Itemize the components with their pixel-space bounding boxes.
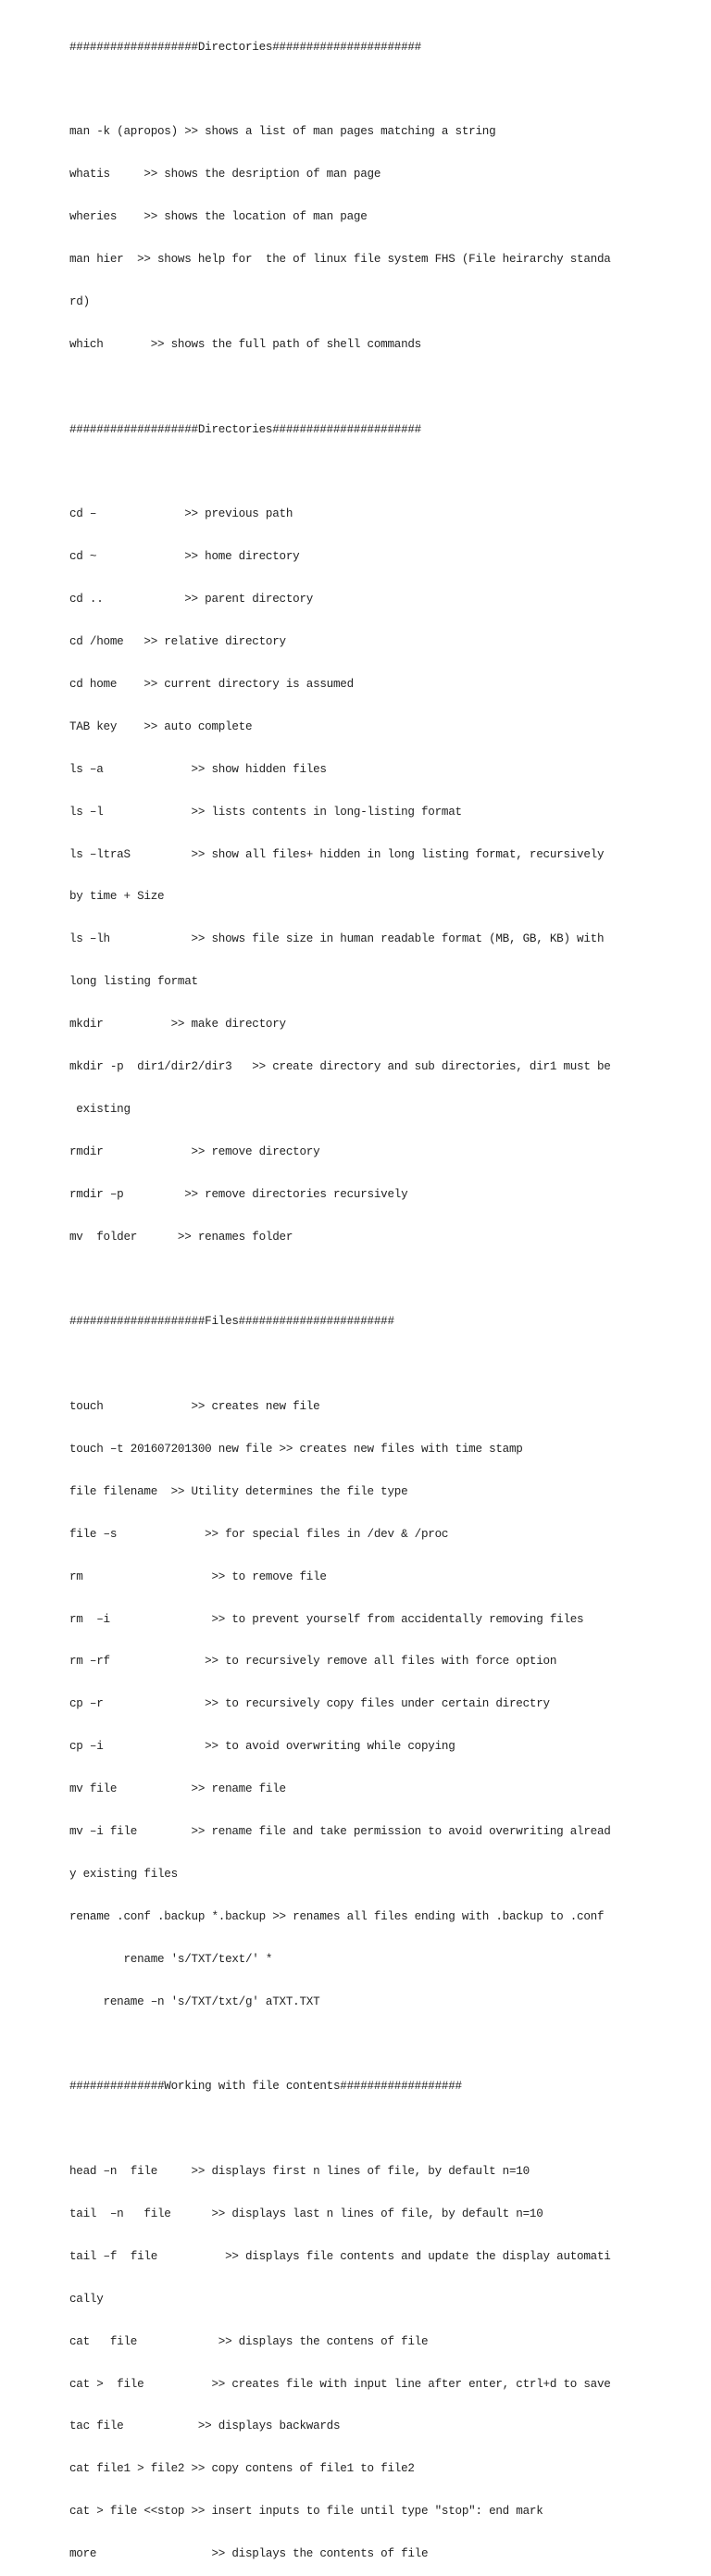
text-line: cd .. >> parent directory [69,593,314,606]
text-line: which >> shows the full path of shell commands [69,337,421,351]
text-line: mkdir -p dir1/dir2/dir3 >> create directory and sub directories, dir1 must be [69,1059,611,1073]
text-line: cp –i >> to avoid overwriting while copying [69,1740,455,1754]
text-line: rename .conf .backup *.backup >> renames all files ending with .backup to .conf [69,1909,605,1923]
text-line: cat > file >> creates file with input line after enter, ctrl+d to save [69,2377,611,2391]
text-line: cally [69,2292,104,2306]
text-line: tail –f file >> displays file contents and update the display automati [69,2249,611,2263]
text-line: head –n file >> displays first n lines of file, by default n=10 [69,2165,530,2179]
section-header-file-contents: ##############Working with file contents################## [69,2080,462,2094]
text-line: mkdir >> make directory [69,1018,286,1032]
text-line: rd) [69,294,90,308]
text-line: tac file >> displays backwards [69,2420,341,2433]
text-line: touch >> creates new file [69,1400,320,1414]
blank-line [69,82,680,96]
section-header-directories: ###################Directories###################### [69,422,421,436]
text-line: mv –i file >> rename file and take permission to avoid overwriting alread [69,1825,611,1838]
text-line: by time + Size [69,890,165,904]
section-header-directories: ###################Directories###################### [69,40,421,54]
document-body [69,12,680,2576]
text-line: cd /home >> relative directory [69,635,286,649]
blank-line [69,466,680,480]
blank-line [69,381,680,394]
text-line: cat > file <<stop >> insert inputs to file until type "stop": end mark [69,2505,543,2519]
text-line: cd – >> previous path [69,507,293,521]
text-line: cd ~ >> home directory [69,550,300,564]
text-line: cat file1 > file2 >> copy contens of file1 to file2 [69,2462,415,2476]
text-line: more >> displays the contents of file [69,2547,429,2561]
text-line: rmdir –p >> remove directories recursively [69,1187,408,1201]
blank-line [69,2037,680,2051]
text-line: whatis >> shows the desription of man page [69,168,381,181]
text-line: rmdir >> remove directory [69,1144,320,1158]
section-header-files: ####################Files####################### [69,1315,394,1329]
text-line: rm –rf >> to recursively remove all files with force option [69,1655,557,1669]
text-line: ls –l >> lists contents in long-listing format [69,805,462,819]
text-line: rm –i >> to prevent yourself from accidentally removing files [69,1612,584,1626]
text-line: cat file >> displays the contens of file [69,2334,429,2348]
text-line: cd home >> current directory is assumed [69,677,354,691]
text-line: rename –n 's/TXT/txt/g' aTXT.TXT [69,1995,320,2008]
text-line: long listing format [69,975,198,989]
text-line: tail –n file >> displays last n lines of file, by default n=10 [69,2207,543,2221]
text-line: existing [69,1102,131,1116]
text-line: rename 's/TXT/text/' * [69,1952,273,1966]
text-line: touch –t 201607201300 new file >> creates new files with time stamp [69,1442,523,1456]
blank-line [69,1357,680,1371]
text-line: file –s >> for special files in /dev & /proc [69,1527,449,1541]
text-line: man hier >> shows help for the of linux file system FHS (File heirarchy standa [69,253,611,267]
text-line: ls –lh >> shows file size in human readable format (MB, GB, KB) with [69,932,605,946]
text-line: wheries >> shows the location of man page [69,210,368,224]
text-line: man -k (apropos) >> shows a list of man pages matching a string [69,125,496,139]
text-line: rm >> to remove file [69,1569,327,1583]
blank-line [69,1272,680,1286]
text-line: mv folder >> renames folder [69,1230,293,1244]
text-line: cp –r >> to recursively copy files under certain directry [69,1697,550,1711]
text-line: ls –a >> show hidden files [69,762,327,776]
blank-line [69,2122,680,2136]
text-line: mv file >> rename file [69,1782,286,1796]
text-line: TAB key >> auto complete [69,719,253,733]
text-line: file filename >> Utility determines the file type [69,1484,408,1498]
text-line: y existing files [69,1867,178,1881]
text-line: ls –ltraS >> show all files+ hidden in long listing format, recursively [69,847,605,861]
